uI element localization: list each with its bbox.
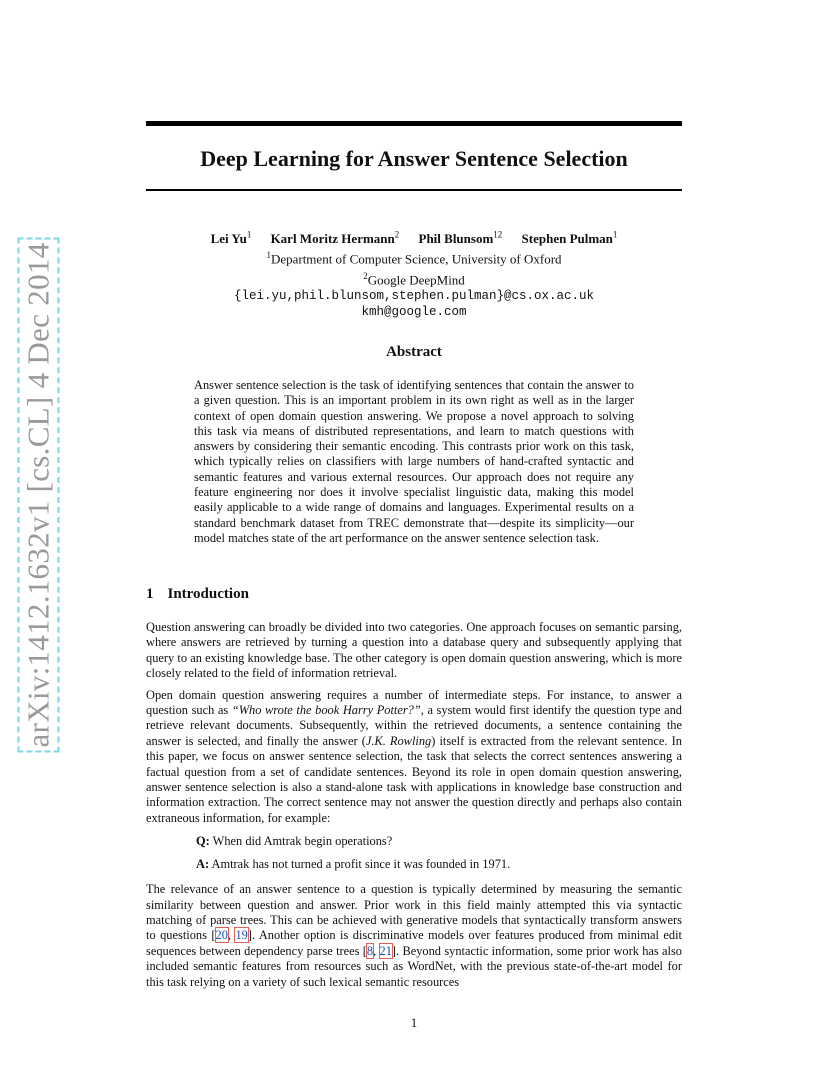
email-line[interactable]: kmh@google.com bbox=[361, 304, 467, 319]
example-answer: J.K. Rowling bbox=[365, 733, 432, 748]
affiliation: $^2$Google DeepMind bbox=[363, 270, 465, 287]
section-heading bbox=[146, 586, 249, 603]
affiliation: $^1$Department of Computer Science, University of Oxford bbox=[266, 250, 562, 267]
author-block bbox=[146, 227, 682, 320]
qa-example bbox=[196, 834, 682, 872]
arxiv-identifier[interactable]: arXiv:1412.1632v1 [cs.CL] 4 Dec 2014 bbox=[20, 242, 56, 748]
qa-answer: A: Amtrak has not turned a profit since it was founded in 1971. bbox=[196, 856, 511, 871]
section-number: 1 bbox=[146, 586, 154, 602]
paper-title: Deep Learning for Answer Sentence Selection bbox=[200, 146, 628, 171]
citation-link[interactable]: 20 bbox=[215, 928, 228, 943]
title-rule-top bbox=[146, 121, 682, 126]
email-line[interactable]: {lei.yu,phil.blunsom,stephen.pulman}@cs.ox.ac.uk bbox=[233, 288, 595, 303]
abstract-text: Answer sentence selection is the task of identifying sentences that contain the answer to a given question. This is an important problem in its own right as well as in the larger context of open domain question answering. We propose a novel approach to solving this task via means of distributed representations, and learn to match questions with answers by considering their semantic encoding. This contrasts prior work on this task, which typically relies on classifiers with large numbers of hand-crafted syntactic and semantic features and various external resources. Our approach does not require any feature engineering nor does it involve specialist linguistic data, making this model easily applicable to a wide range of domains and languages. Experimental results on a standard benchmark dataset from TREC demonstrate that—despite its simplicity—our model matches state of the art performance on the answer sentence selection task. bbox=[194, 378, 634, 545]
abstract-heading: Abstract bbox=[386, 344, 442, 360]
section-title: Introduction bbox=[167, 586, 249, 602]
author-list bbox=[146, 227, 682, 247]
paragraph: The relevance of an answer sentence to a question is typically determined by measuring the semantic similarity between question and answer. Prior work in this field mainly attempted this via syntactic matching of parse trees. This can be achieved with generative models that syntactically transform answers to questions [20, 19]. Another option is discriminative models over features produced from minimal edit sequences between dependency parse trees [8, 21]. Beyond syntactic information, some prior work has also included semantic features from resources such as WordNet, with the previous state-of-the-art model for this task relying on a variety of such lexical semantic resources bbox=[146, 882, 683, 989]
citation-link[interactable]: 19 bbox=[235, 928, 248, 943]
author: Karl Moritz Hermann$^2$ bbox=[270, 230, 400, 247]
title-rule-bottom bbox=[146, 189, 682, 191]
paragraph: Open domain question answering requires a number of intermediate steps. For instance, to answer a question such as “Who wrote the book Harry Potter?”, a system would first identify the question type and retrieve relevant documents. Subsequently, within the retrieved documents, a sentence containing the answer is selected, and finally the answer (J.K. Rowling) itself is extracted from the relevant sentence. In this paper, we focus on answer sentence selection, the task that selects the correct sentences answering a factual question from a set of candidate sentences. Beyond its role in open domain question answering, answer sentence selection is also a stand-alone task with applications in knowledge base construction and information extraction. The correct sentence may not answer the question directly and perhaps also contain extraneous information, for example: bbox=[146, 687, 683, 825]
qa-question: Q: When did Amtrak begin operations? bbox=[196, 834, 393, 849]
citation-link[interactable]: 21 bbox=[379, 943, 392, 958]
example-question: “Who wrote the book Harry Potter?” bbox=[231, 703, 421, 718]
author: Phil Blunsom$^{12}$ bbox=[418, 230, 503, 247]
paragraph: Question answering can broadly be divided into two categories. One approach focuses on semantic parsing, where answers are retrieved by turning a question into a database query and subsequently applying that query to an existing knowledge base. The other category is open domain question answering, which is more closely related to the field of information retrieval. bbox=[146, 620, 682, 681]
arxiv-identifier-margin[interactable] bbox=[18, 242, 58, 748]
citation-link[interactable]: 8 bbox=[366, 943, 374, 958]
page-number: 1 bbox=[410, 1015, 418, 1030]
body-text bbox=[146, 620, 682, 996]
author: Stephen Pulman$^1$ bbox=[521, 230, 618, 247]
author: Lei Yu$^1$ bbox=[210, 230, 252, 247]
